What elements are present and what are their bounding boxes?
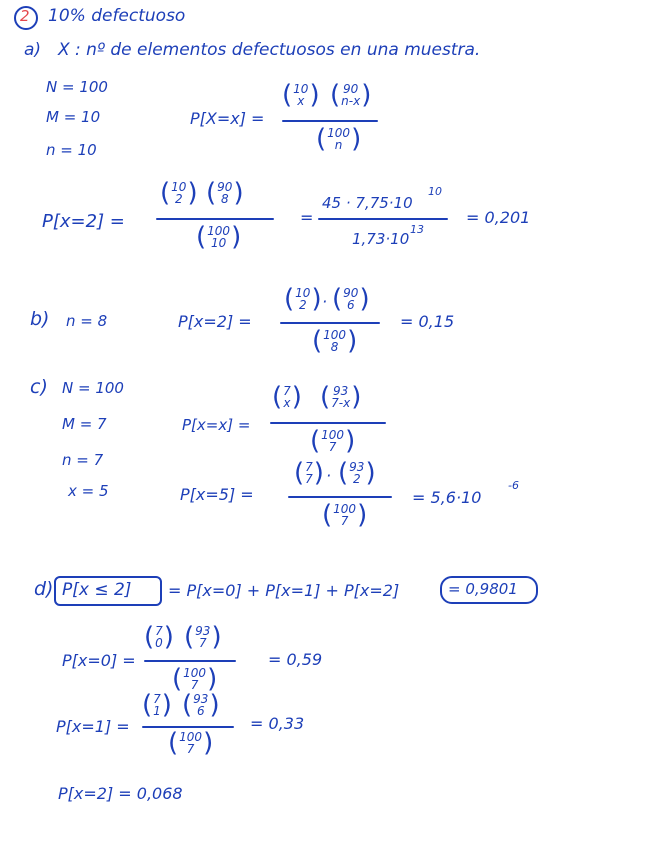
binom-90-8: ( 90 8 ) (206, 178, 244, 208)
binom-bottom: 7 (328, 440, 337, 454)
p2-numerator: 45 · 7,75·10 (322, 194, 413, 212)
binom-top: 93 (333, 384, 349, 398)
binom-top: 90 (343, 286, 359, 300)
binom-top: 100 (323, 328, 347, 342)
p5-lhs: P[x=5] = (180, 485, 254, 504)
binom-top: 93 (193, 692, 209, 706)
p2-denominator-exp: 13 (410, 223, 424, 236)
binom-top: 100 (207, 224, 231, 238)
binom-100-7-p1: ( 100 7 ) (168, 728, 214, 758)
param-N-c: N = 100 (62, 379, 124, 397)
fraction-bar (280, 322, 380, 324)
equals-sign: = (300, 208, 314, 227)
binom-bottom: 2 (298, 298, 307, 312)
p1-lhs: P[x=1] = (56, 717, 130, 736)
pmf-lhs: P[X=x] = (190, 109, 265, 128)
problem-number: 2 (20, 7, 30, 25)
p5-result-exp: -6 (508, 479, 519, 492)
binom-bottom: 2 (352, 472, 361, 486)
fraction-bar (142, 726, 234, 728)
binom-top: 90 (217, 180, 233, 194)
binom-100-8: ( 100 8 ) (312, 326, 358, 356)
param-N: N = 100 (46, 78, 108, 96)
binom-7-7: ( 7 7 ) (294, 458, 324, 488)
binom-bottom: x (297, 94, 305, 108)
binom-bottom: 0 (155, 636, 163, 650)
binom-bottom: 1 (153, 704, 161, 718)
binom-bottom: n-x (341, 94, 361, 108)
binom-bottom: 10 (210, 236, 227, 250)
fraction-bar (156, 218, 274, 220)
part-c-label: c) (30, 376, 48, 398)
binom-top: 90 (343, 82, 359, 96)
part-d-label: d) (34, 578, 54, 600)
binom-10-2: ( 10 2 ) (160, 178, 198, 208)
binom-top: 7 (305, 460, 313, 474)
binom-100-n: ( 100 n ) (316, 124, 362, 154)
binom-top: 100 (321, 428, 345, 442)
binom-top: 10 (171, 180, 187, 194)
param-M: M = 10 (46, 108, 101, 126)
binom-93-7: ( 93 7 ) (184, 622, 222, 652)
binom-top: 10 (293, 82, 309, 96)
binom-bottom: 7 (190, 678, 199, 692)
binom-top: 93 (349, 460, 365, 474)
binom-7-0: ( 7 0 ) (144, 622, 174, 652)
binom-100-7-p0: ( 100 7 ) (172, 664, 218, 694)
binom-93-6: ( 93 6 ) (182, 690, 220, 720)
binom-top: 100 (333, 502, 357, 516)
cdf-sum: = P[x=0] + P[x=1] + P[x=2] (168, 581, 400, 600)
p0-result: = 0,59 (268, 650, 323, 669)
p1-result: = 0,33 (250, 714, 305, 733)
p2-numerator-exp: 10 (428, 185, 442, 198)
p0-lhs: P[x=0] = (62, 651, 136, 670)
param-n-c: n = 7 (62, 451, 104, 469)
part-a-label: a) (24, 40, 42, 60)
binom-90-n-x: ( 90 n-x ) (330, 80, 372, 110)
binom-10-2-b: ( 10 2 ) (284, 284, 322, 314)
binom-top: 100 (327, 126, 351, 140)
binom-100-7: ( 100 7 ) (310, 426, 356, 456)
p2-lhs: P[x=2] = (42, 211, 125, 232)
binom-100-7-p5: ( 100 7 ) (322, 500, 368, 530)
binom-bottom: 2 (174, 192, 183, 206)
fraction-bar (270, 422, 386, 424)
binom-bottom: x (283, 396, 291, 410)
part-b-label: b) (30, 308, 50, 330)
fraction-bar (144, 660, 236, 662)
problem-title: 10% defectuoso (48, 6, 186, 26)
part-a-statement: X : nº de elementos defectuosos en una muestra. (58, 40, 481, 60)
binom-bottom: 7 (305, 472, 313, 486)
pb-result: = 0,15 (400, 312, 455, 331)
binom-top: 7 (283, 384, 291, 398)
binom-top: 10 (295, 286, 311, 300)
p5-result: = 5,6·10 (412, 488, 482, 507)
dot-operator: · (326, 466, 332, 485)
binom-93-7-x: ( 93 7-x ) (320, 382, 362, 412)
binom-bottom: 6 (346, 298, 355, 312)
binom-top: 100 (179, 730, 203, 744)
param-n: n = 10 (46, 141, 97, 159)
param-n-b: n = 8 (66, 312, 108, 330)
binom-top: 7 (153, 692, 161, 706)
binom-top: 93 (195, 624, 211, 638)
binom-bottom: 7-x (331, 396, 351, 410)
binom-100-10: ( 100 10 ) (196, 222, 242, 252)
binom-90-6: ( 90 6 ) (332, 284, 370, 314)
binom-7-1: ( 7 1 ) (142, 690, 172, 720)
pb-lhs: P[x=2] = (178, 312, 252, 331)
fraction-bar (282, 120, 378, 122)
binom-bottom: 7 (198, 636, 207, 650)
param-x-c: x = 5 (68, 482, 109, 500)
fraction-bar (288, 496, 392, 498)
dot-operator: · (322, 292, 328, 311)
binom-bottom: 8 (220, 192, 229, 206)
binom-bottom: 8 (330, 340, 339, 354)
boxed-cdf-text: P[x ≤ 2] (62, 580, 132, 600)
cdf-result: = 0,9801 (448, 580, 518, 598)
binom-top: 100 (183, 666, 207, 680)
pc-pmf-lhs: P[x=x] = (182, 416, 251, 434)
param-M-c: M = 7 (62, 415, 107, 433)
binom-bottom: 7 (340, 514, 349, 528)
p2-d: P[x=2] = 0,068 (58, 784, 183, 803)
binom-bottom: 6 (196, 704, 205, 718)
binom-bottom: n (334, 138, 343, 152)
binom-top: 7 (155, 624, 163, 638)
binom-10-x: ( 10 x ) (282, 80, 320, 110)
binom-93-2: ( 93 2 ) (338, 458, 376, 488)
p2-denominator: 1,73·10 (352, 230, 410, 248)
binom-7-x: ( 7 x ) (272, 382, 302, 412)
binom-bottom: 7 (186, 742, 195, 756)
fraction-bar (318, 218, 448, 220)
p2-result: = 0,201 (466, 208, 531, 227)
